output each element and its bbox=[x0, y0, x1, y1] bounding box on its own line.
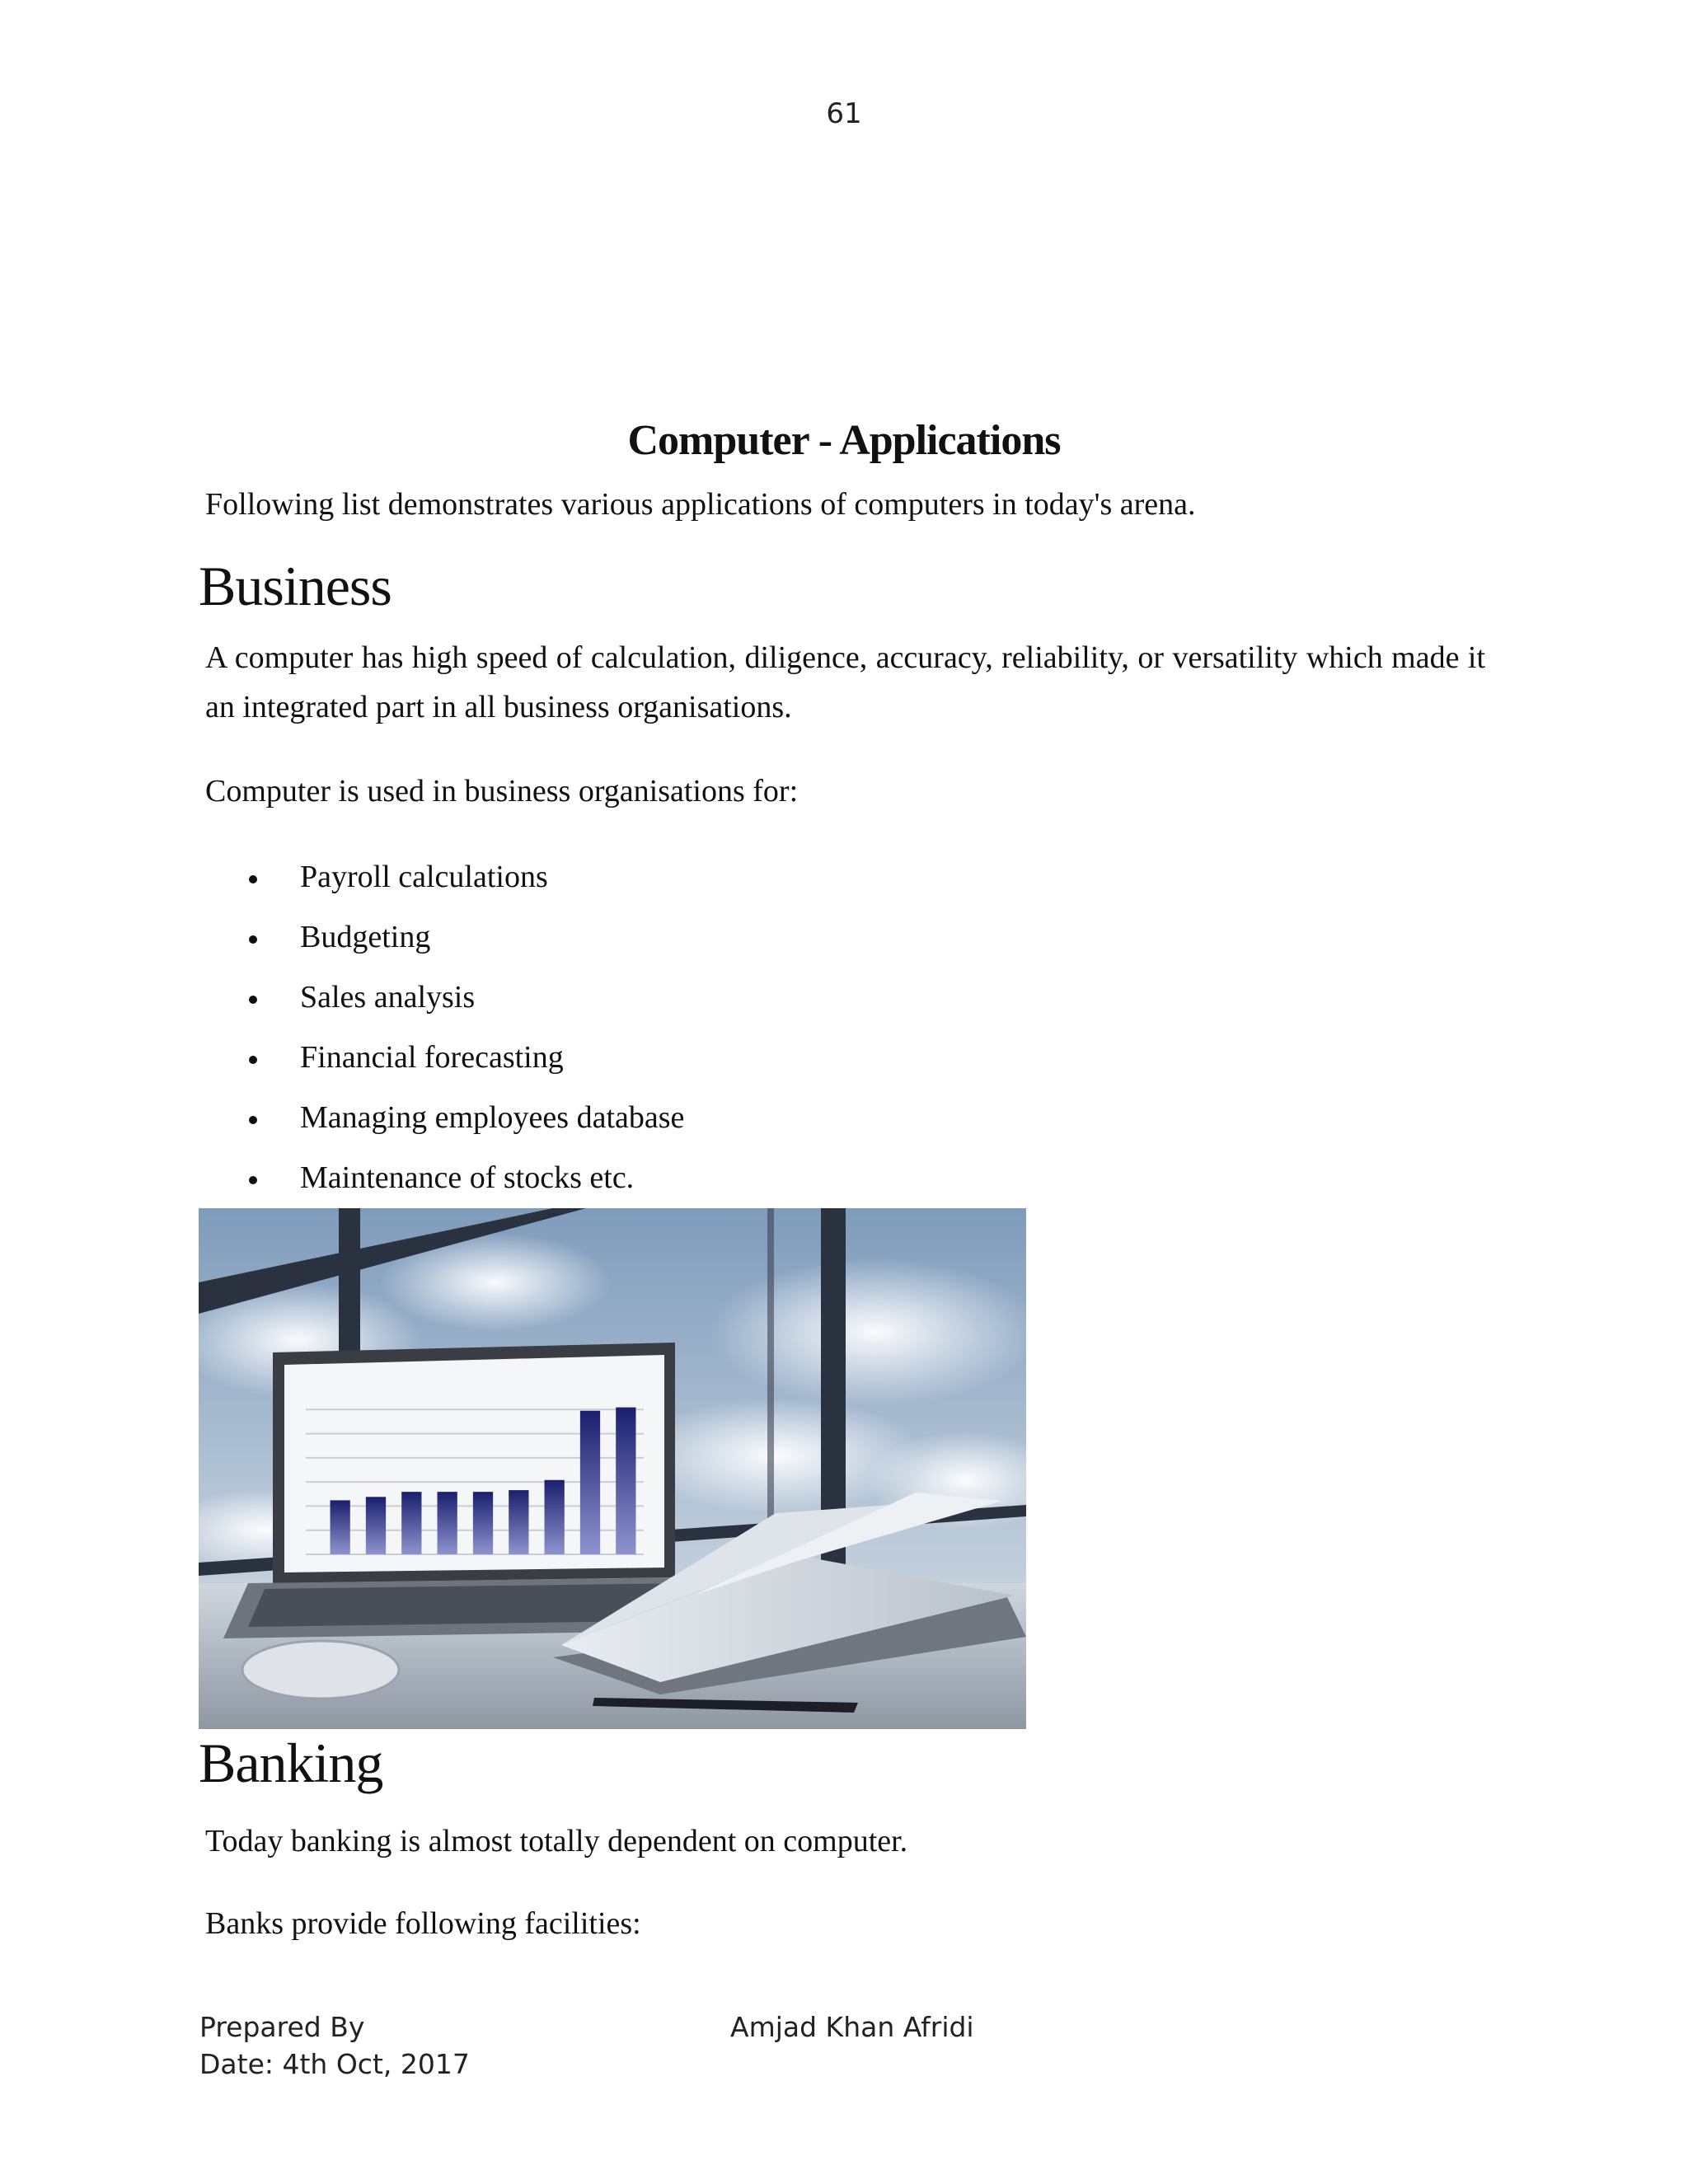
chart-bar bbox=[331, 1500, 350, 1554]
page-title: Computer - Applications bbox=[627, 417, 1061, 464]
page-number: 61 bbox=[826, 97, 862, 130]
list-item: Sales analysis bbox=[247, 971, 684, 1031]
banking-heading: Banking bbox=[199, 1732, 383, 1794]
chart-bar bbox=[580, 1411, 600, 1554]
chart-bar bbox=[473, 1492, 493, 1554]
chart-bar bbox=[545, 1480, 565, 1554]
chart-bar bbox=[616, 1408, 635, 1554]
banking-facilities-intro: Banks provide following facilities: bbox=[205, 1906, 641, 1941]
business-photo-illustration bbox=[199, 1208, 1026, 1729]
business-uses-list bbox=[247, 851, 684, 1212]
business-photo bbox=[199, 1208, 1026, 1729]
footer-date: Date: 4th Oct, 2017 bbox=[199, 2048, 470, 2080]
footer-author: Amjad Khan Afridi bbox=[730, 2011, 974, 2043]
footer-prepared-by: Prepared By bbox=[199, 2011, 365, 2043]
list-item: Budgeting bbox=[247, 911, 684, 971]
chart-bar bbox=[401, 1492, 421, 1554]
chart-bar bbox=[366, 1497, 386, 1554]
business-paragraph: A computer has high speed of calculation, diligence, accuracy, reliability, or versatility which made it an integrated part in all business organisations. bbox=[205, 640, 1485, 724]
mouse-icon bbox=[242, 1641, 399, 1699]
business-heading: Business bbox=[199, 555, 392, 617]
chart-bar bbox=[509, 1490, 528, 1554]
list-item: Financial forecasting bbox=[247, 1031, 684, 1091]
list-item: Maintenance of stocks etc. bbox=[247, 1151, 684, 1212]
business-uses-intro: Computer is used in business organisations for: bbox=[205, 774, 799, 808]
chart-bar bbox=[438, 1492, 457, 1554]
banking-paragraph: Today banking is almost totally dependent on computer. bbox=[205, 1824, 908, 1858]
list-item: Payroll calculations bbox=[247, 851, 684, 911]
list-item: Managing employees database bbox=[247, 1091, 684, 1151]
intro-paragraph: Following list demonstrates various applications of computers in today's arena. bbox=[205, 487, 1196, 522]
